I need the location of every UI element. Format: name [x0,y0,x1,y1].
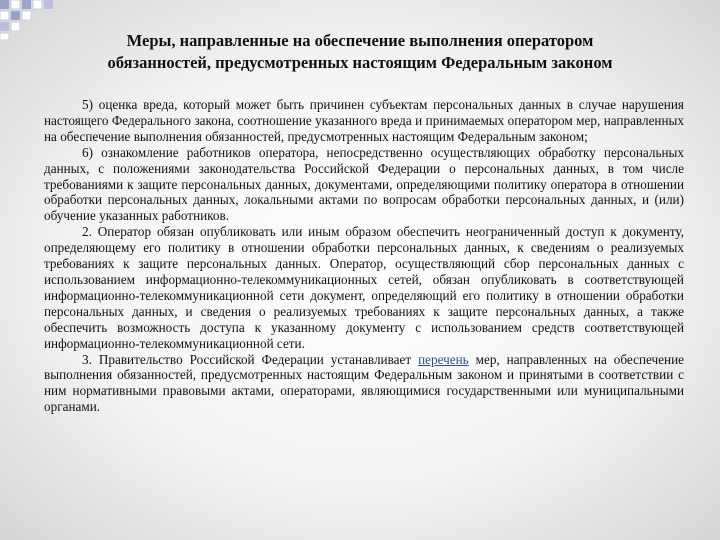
paragraph-item-6: 6) ознакомление работников оператора, непосредственно осуществляющих обработку персональных данных, с положениями законодательства Российской Федерации о персональных данных, в том числе требованиями к защите персональных данных, документами, определяющими политику оператора в отношении обработки персональных данных, локальными актами по вопросам обработки персональных данных, и (или) обучение указанных работников. [44,144,684,224]
paragraph-point-3-start: 3. Правительство Российской Федерации устанавливает [82,351,419,367]
measures-list-link[interactable]: перечень [418,351,469,367]
title-line-1: Меры, направленные на обеспечение выполнения оператором [126,31,594,50]
title-line-2: обязанностей, предусмотренных настоящим Федеральным законом [107,53,613,72]
paragraph-item-5: 5) оценка вреда, который может быть причинен субъектам персональных данных в случае нарушения настоящего Федерального закона, соотношение указанного вреда и принимаемых оператором мер, направленных на обеспечение выполнения обязанностей, предусмотренных настоящим Федеральным законом; [44,97,684,144]
slide-body [44,97,684,415]
paragraph-point-3-end: мер, направленных на обеспечение выполнения обязанностей, предусмотренных настоящим Федеральным законом и принятыми в соответствии с ним нормативными правовыми актами, операторами, являющимися государственными или муниципальными органами. [44,351,684,415]
paragraph-point-2: 2. Оператор обязан опубликовать или иным образом обеспечить неограниченный доступ к документу, определяющему его политику в отношении обработки персональных данных, к сведениям о реализуемых требованиях к защите персональных данных. Оператор, осуществляющий сбор персональных данных с использованием информационно-телекоммуникационных сетей, обязан опубликовать в соответствующей информационно-телекоммуникационной сети документ, определяющий его политику в отношении обработки персональных данных, и сведения о реализуемых требованиях к защите персональных данных, а также обеспечить возможность доступа к указанному документу с использованием средств соответствующей информационно-телекоммуникационной сети. [44,224,684,351]
paragraph-point-3 [44,352,684,416]
slide-title [30,30,690,74]
